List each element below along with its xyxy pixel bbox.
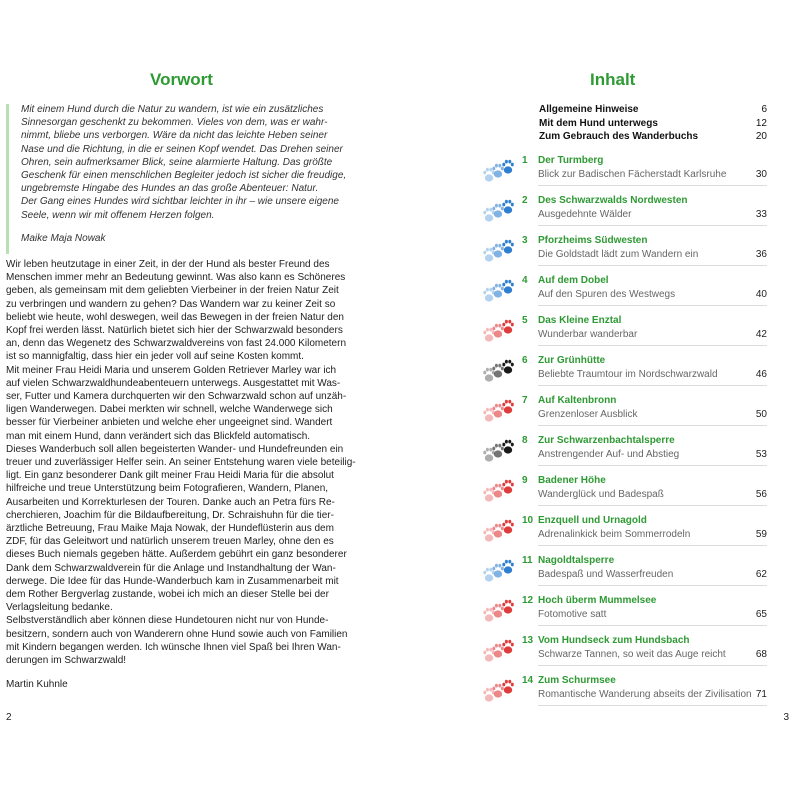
body-line: an, denn das Wegenetz des Schwarzwaldvereins von fast 24.000 Kilometern [6,338,347,350]
body-line: Dieses Wanderbuch soll allen begeisterten Wander- und Hundefreunden ein [6,443,344,455]
toc-entry-page: 46 [755,369,767,380]
toc-entry-number: 10 [522,515,534,526]
toc-entry-number: 8 [522,435,528,446]
toc-entry-page: 56 [755,489,767,500]
toc-entry-page: 42 [755,329,767,340]
toc-entry-number: 5 [522,315,528,326]
body-line: hilfreiche und treue Unterstützung beim Fotografieren, Wandern, Planen, [6,483,329,495]
general-entry-page: 6 [761,104,767,115]
toc-entry-subtitle: Wunderbar wanderbar [538,329,638,340]
toc-entry-page: 30 [755,169,767,180]
body-line: treuer und zuverlässiger Helfer sein. An seiner Entstehung waren viele beteilig- [6,457,356,469]
body-line: ist so mannigfaltig, dass hier ein jeder voll auf seine Kosten kommt. [6,351,304,363]
toc-entry-subtitle: Anstrengender Auf- und Abstieg [538,449,680,460]
general-entry[interactable] [539,130,767,144]
body-line: ligen Wanderwegen. Dabei merkten wir schnell, welche Wanderwege sich [6,404,333,416]
body-line: ärztliche Betreuung, Frau Maike Maja Nowak, der Hundeflüsterin aus dem [6,523,334,535]
toc-divider [538,385,767,386]
toc-entry-subtitle: Romantische Wanderung abseits der Zivilisation [538,689,752,700]
body-line: beliebt wie heute, wohl deswegen, weil das Bewegen in der freien Natur den [6,311,344,323]
toc-entry-page: 71 [755,689,767,700]
toc-entry[interactable] [482,312,767,352]
toc-entry-title: Auf Kaltenbronn [538,395,617,406]
paw-icon [482,234,518,264]
body-line: cherchieren, Joachim für die Bildaufbereitung, Dr. Schraishuhn für die tier- [6,509,334,521]
toc-entry-title: Badener Höhe [538,475,606,486]
toc-entry-subtitle: Schwarze Tannen, so weit das Auge reicht [538,649,726,660]
toc-entry[interactable] [482,672,767,712]
page-number-left: 2 [6,712,12,723]
toc-entry-page: 53 [755,449,767,460]
quote-author: Maike Maja Nowak [21,232,106,244]
toc-divider [538,545,767,546]
toc-entry-number: 2 [522,195,528,206]
body-line: derwege. Die Idee für das Hunde-Wanderbuch kam in Zusammenarbeit mit [6,575,339,587]
toc-entry-page: 33 [755,209,767,220]
quote-line: ungebremste Hingabe des Hundes an das große Abenteuer: Natur. [21,183,319,195]
toc-entry[interactable] [482,472,767,512]
toc-entry-title: Hoch überm Mummelsee [538,595,657,606]
toc-divider [538,265,767,266]
toc-entry-subtitle: Auf den Spuren des Westwegs [538,289,676,300]
toc-divider [538,425,767,426]
quote-line: Mit einem Hund durch die Natur zu wandern, ist wie ein zusätzliches [21,104,324,115]
toc-entry[interactable] [482,352,767,392]
toc-entry-title: Auf dem Dobel [538,275,609,286]
paw-icon [482,554,518,584]
toc-entry-page: 40 [755,289,767,300]
body-line: dieses Buch niemals gegeben hätte. Außerdem gebührt ein ganz besonderer [6,549,347,561]
quote-accent-bar [6,104,9,254]
body-line: mit Kindern begangen werden. Ich wünsche Ihnen viel Spaß bei Ihren Wan- [6,641,341,653]
toc-entry-page: 65 [755,609,767,620]
paw-icon [482,674,518,704]
body-line: auf vielen Schwarzwaldhundeabenteuern unterwegs. Ausgestattet mit Was- [6,377,341,389]
page-number-right: 3 [783,712,789,723]
toc-entry-number: 14 [522,675,534,686]
toc-divider [538,185,767,186]
general-entry-title: Zum Gebrauch des Wanderbuchs [539,131,699,142]
toc-entry-number: 1 [522,155,528,166]
paw-icon [482,394,518,424]
general-entry[interactable] [539,103,767,117]
paw-icon [482,274,518,304]
toc-entry-title: Vom Hundseck zum Hundsbach [538,635,690,646]
toc-entry-subtitle: Fotomotive satt [538,609,607,620]
toc-entry-title: Zum Schurmsee [538,675,616,686]
paw-icon [482,634,518,664]
paw-icon [482,354,518,384]
body-line: dem Rother Bergverlag zustande, wobei ich mich an dieser Stelle bei der [6,589,329,601]
foreword-quote [21,103,373,245]
toc-entry-title: Zur Schwarzenbachtalsperre [538,435,675,446]
general-section-list [539,103,767,144]
contents-heading: Inhalt [590,70,636,89]
body-line: Verlagsleitung bedanke. [6,602,113,614]
toc-divider [538,305,767,306]
body-line: Kopf frei werden lässt. Natürlich bietet sich hier der Schwarzwald besonders [6,325,343,337]
toc-entry-subtitle: Blick zur Badischen Fächerstadt Karlsruhe [538,169,727,180]
body-line: zu verbringen und wandern zu gehen? Das Wandern war zu keiner Zeit so [6,298,336,310]
toc-entry-title: Des Schwarzwalds Nordwesten [538,195,688,206]
body-line: Menschen immer mehr an Bedeutung gewinnt. Was also kann es Schöneres [6,272,346,284]
quote-line: Seele, wenn wir mit offenem Herzen folgen. [21,209,215,221]
toc-entry-page: 59 [755,529,767,540]
toc-entry-subtitle: Grenzenloser Ausblick [538,409,638,420]
toc-entry[interactable] [482,392,767,432]
toc-entry[interactable] [482,272,767,312]
toc-entry-subtitle: Beliebte Traumtour im Nordschwarzwald [538,369,718,380]
body-line: ser, Futter und Kamera durchquerten wir den Schwarzwald schon auf unzäh- [6,391,347,403]
toc-entry-title: Nagoldtalsperre [538,555,615,566]
body-line: geben, als gemeinsam mit dem geliebten Vierbeiner in der freien Natur Zeit [6,285,339,297]
toc-entry-page: 36 [755,249,767,260]
quote-line: Der Gang eines Hundes wird sichtbar leichter in ihr – wie unsere eigene [21,196,339,208]
toc-entry-title: Pforzheims Südwesten [538,235,648,246]
toc-entry-subtitle: Badespaß und Wasserfreuden [538,569,674,580]
right-page [398,0,795,795]
toc-entry-number: 3 [522,235,528,246]
general-entry[interactable] [539,117,767,131]
body-line: Dank dem Schwarzwaldverein für die Anlage und Instandhaltung der Wan- [6,562,336,574]
paw-icon [482,154,518,184]
toc-entry-title: Der Turmberg [538,155,604,166]
general-entry-title: Mit dem Hund unterwegs [539,117,658,129]
toc-entry[interactable] [482,432,767,472]
toc-entry-number: 12 [522,595,534,606]
toc-divider [538,585,767,586]
quote-line: Sinnesorgan geschenkt zu bekommen. Vieles von dem, was er wahr- [21,117,328,129]
body-line: Selbstverständlich aber können diese Hundetouren nicht nur von Hunde- [6,615,329,627]
toc-entry-page: 50 [755,409,767,420]
toc-entry[interactable] [482,632,767,672]
toc-divider [538,505,767,506]
quote-line: Geschenk für einen menschlichen Begleiter jedoch ist sicher die freudige, [21,170,347,182]
foreword-heading: Vorwort [150,70,213,89]
body-line: Ausarbeiten und Korrekturlesen der Touren. Danke auch an Petra fürs Re- [6,496,335,508]
paw-icon [482,594,518,624]
quote-line: Ohren, sein aufmerksamer Blick, seine alarmierte Haltung. Das größte [21,156,333,168]
toc-divider [538,465,767,466]
toc-entry-page: 62 [755,569,767,580]
toc-entry[interactable] [482,232,767,272]
toc-divider [538,625,767,626]
toc-entry-subtitle: Adrenalinkick beim Sommerrodeln [538,529,691,540]
toc-entry-number: 11 [522,555,533,566]
body-line: ligt. Ein ganz besonderer Dank gilt meiner Frau Heidi Maria für die absolut [6,470,334,482]
toc-entry-subtitle: Wanderglück und Badespaß [538,489,664,500]
toc-entry-subtitle: Die Goldstadt lädt zum Wandern ein [538,249,699,260]
toc-entry-number: 9 [522,475,528,486]
body-line: besser für Vierbeiner anbieten und welche eher ungeeignet sind. Wandert [6,417,333,429]
body-line: derungen im Schwarzwald! [6,655,127,667]
general-entry-title: Allgemeine Hinweise [539,104,639,115]
tour-list [482,152,767,712]
toc-entry-page: 68 [755,649,767,660]
quote-line: Nase und die Richtung, in die er seinen Kopf wendet. Das Drehen seiner [21,143,343,155]
toc-entry[interactable] [482,552,767,592]
toc-divider [538,345,767,346]
toc-entry[interactable] [482,192,767,232]
toc-entry-title: Zur Grünhütte [538,355,606,366]
toc-entry-title: Das Kleine Enztal [538,315,622,326]
toc-entry[interactable] [482,592,767,632]
toc-entry[interactable] [482,152,767,192]
paw-icon [482,194,518,224]
author-signature: Martin Kuhnle [6,679,68,690]
toc-divider [538,705,767,706]
toc-entry-number: 4 [522,275,528,286]
toc-entry-number: 13 [522,635,534,646]
toc-entry-number: 7 [522,395,528,406]
toc-divider [538,665,767,666]
toc-divider [538,225,767,226]
body-line: Wir leben heutzutage in einer Zeit, in der der Hund als bester Freund des [6,259,330,270]
toc-entry[interactable] [482,512,767,552]
general-entry-page: 20 [755,131,767,142]
toc-entry-title: Enzquell und Urnagold [538,515,647,526]
body-line: man mit einem Hund, dann verändert sich das Blickfeld automatisch. [6,430,311,442]
general-entry-page: 12 [755,117,767,129]
left-page [0,0,397,795]
body-line: Mit meiner Frau Heidi Maria und unserem Golden Retriever Marley war ich [6,364,337,376]
paw-icon [482,474,518,504]
body-line: ZDF, für das Geleitwort und natürlich unserem treuen Marley, ohne den es [6,536,334,548]
quote-line: nimmt, bliebe uns verborgen. Wäre da nicht das leichte Heben seiner [21,130,328,142]
foreword-body [6,258,374,667]
paw-icon [482,314,518,344]
toc-entry-subtitle: Ausgedehnte Wälder [538,209,632,220]
toc-entry-number: 6 [522,355,528,366]
paw-icon [482,434,518,464]
paw-icon [482,514,518,544]
body-line: besitzern, sondern auch von Wanderern ohne Hund sowie auch von Familien [6,628,348,640]
